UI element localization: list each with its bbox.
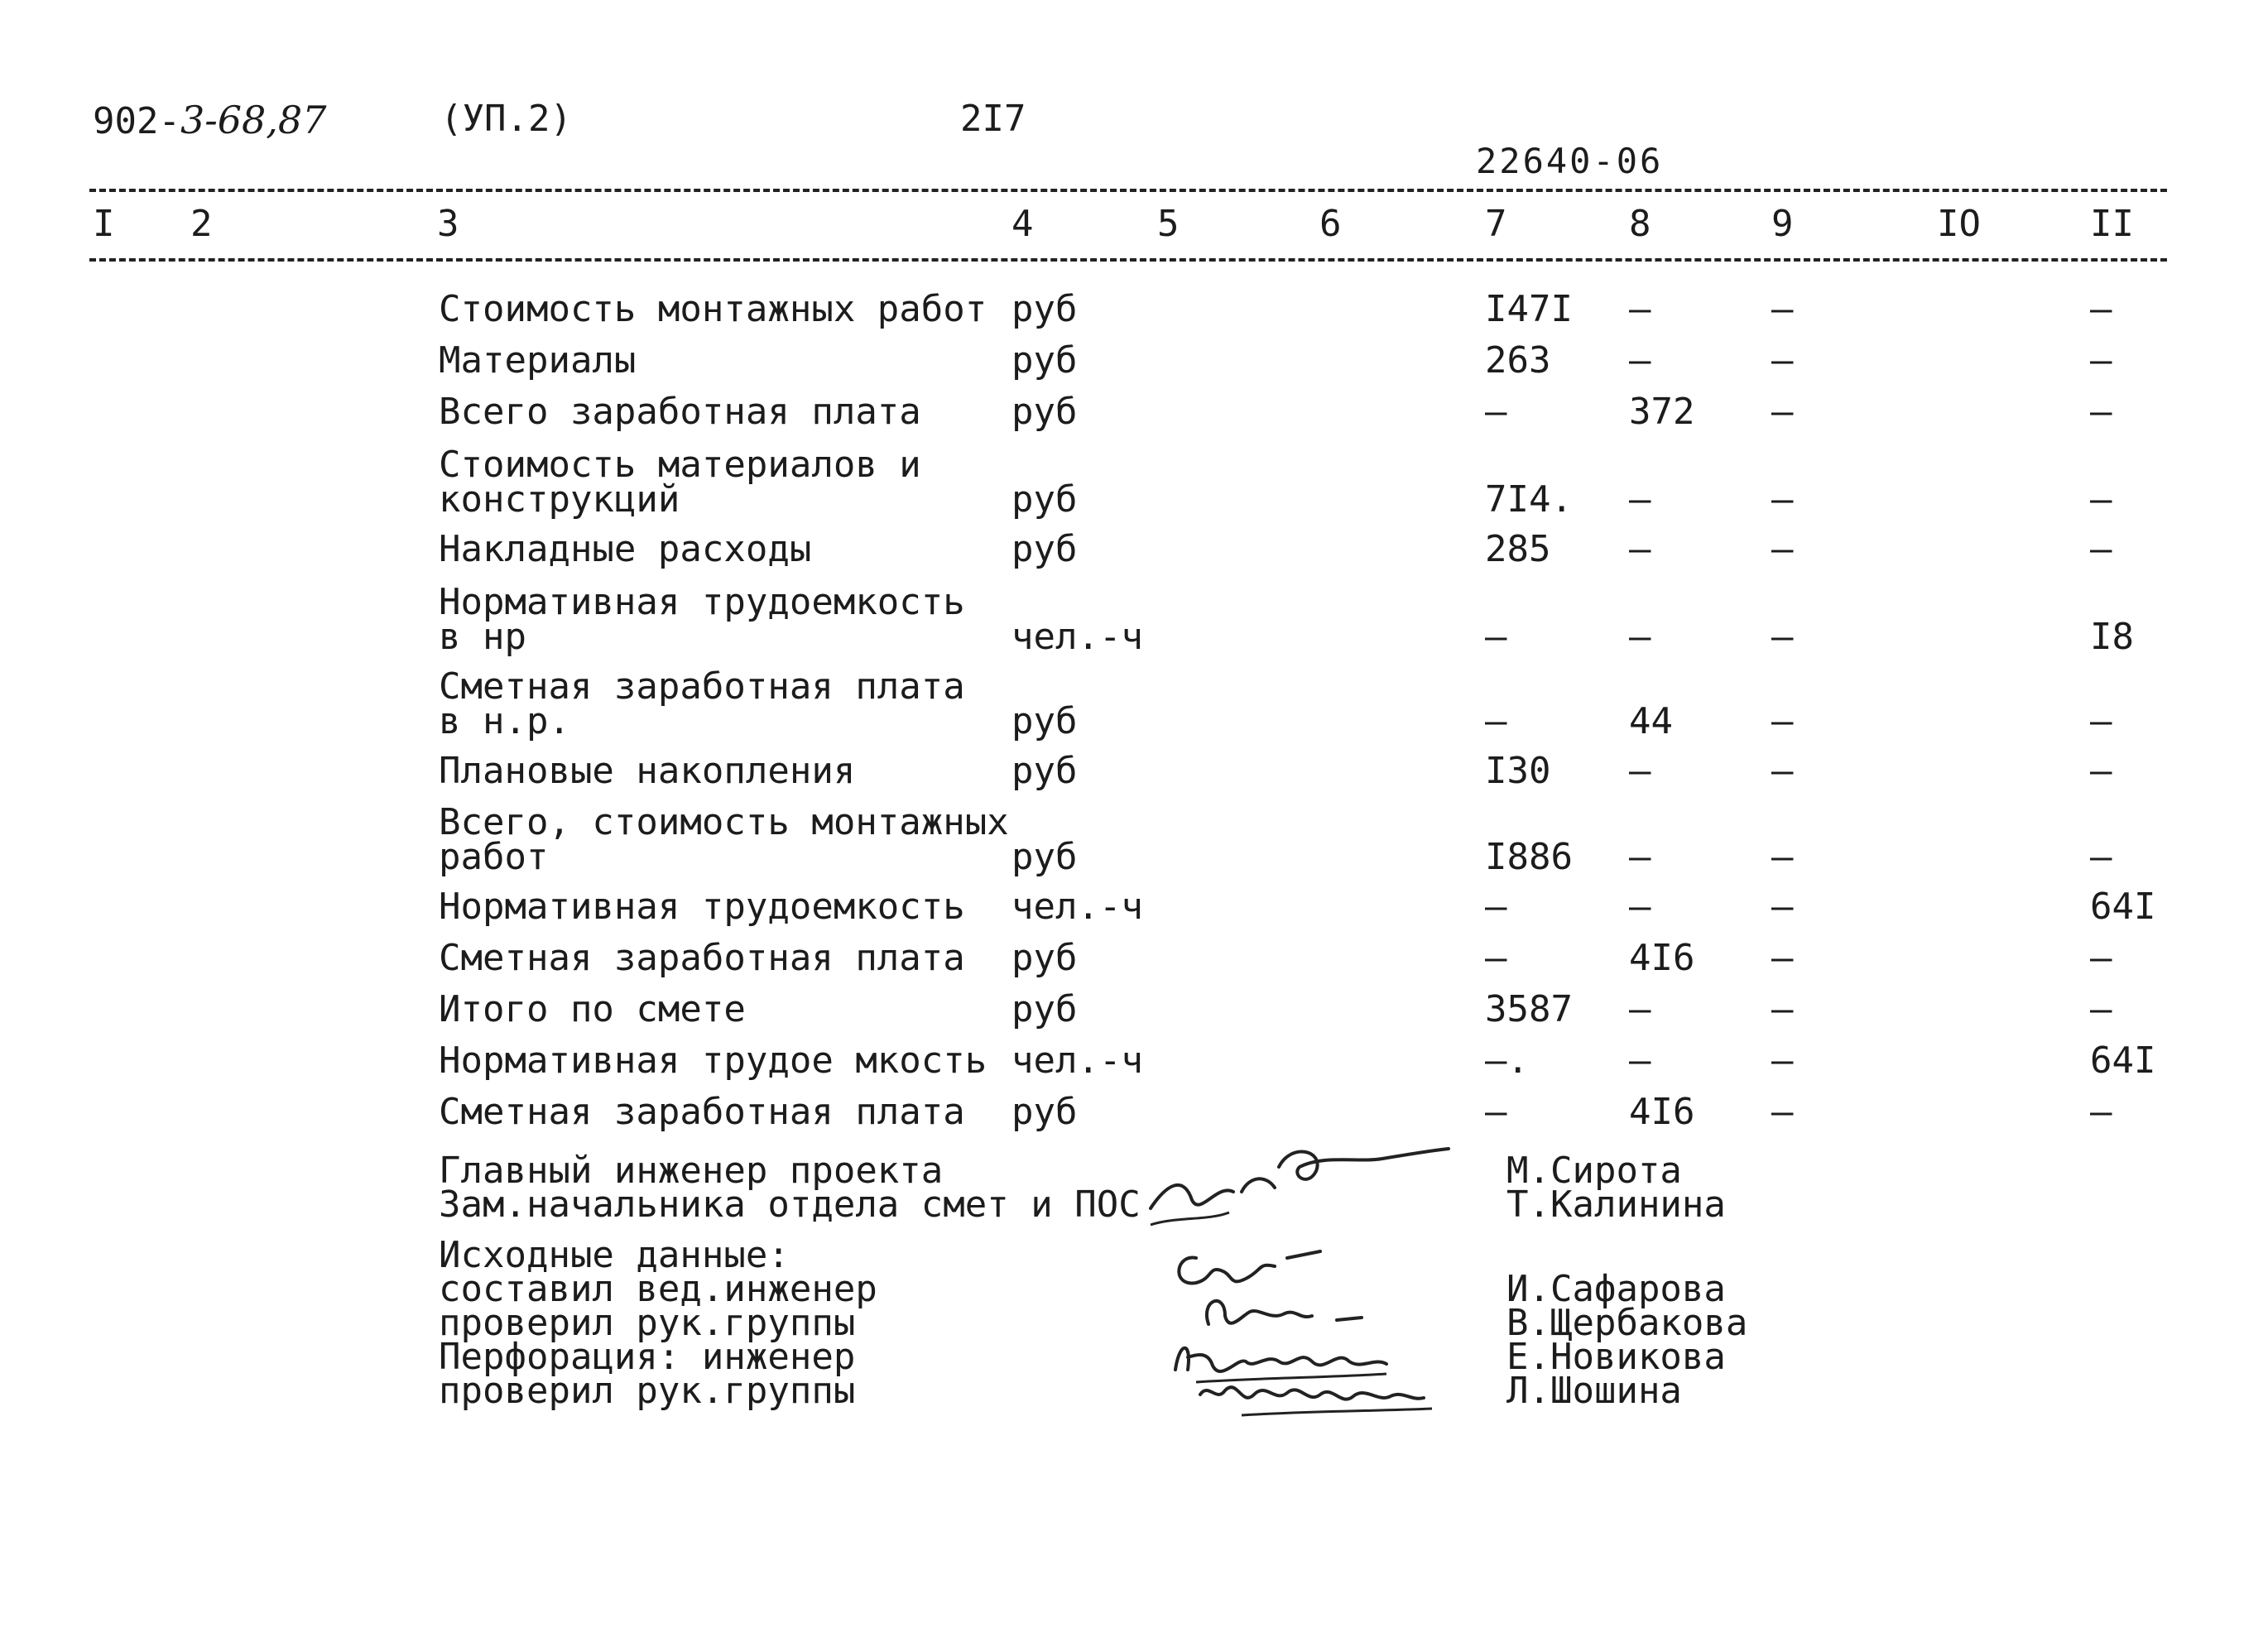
row-value-col8: 44 [1629,700,1673,742]
row-value-col7: – [1485,937,1507,979]
document-code [93,98,326,142]
row-value-col11: – [2090,528,2112,570]
row-description: Сметная заработная плата [439,665,965,708]
row-unit: руб [1011,937,1078,979]
row-value-col11: – [2090,478,2112,521]
row-unit: руб [1011,700,1078,742]
row-value-col11: – [2090,339,2112,382]
row-value-col9: – [1771,1039,1794,1082]
row-value-col9: – [1771,339,1794,382]
row-unit: руб [1011,478,1078,521]
row-value-col11: – [2090,937,2112,979]
row-value-col11: – [2090,988,2112,1030]
row-value-col7: 263 [1485,339,1551,382]
column-number: 6 [1319,203,1342,245]
row-value-col8: – [1629,478,1651,521]
row-description: работ [439,836,549,878]
row-value-col8: – [1629,288,1651,330]
row-value-col9: – [1771,836,1794,878]
row-description: Материалы [439,339,637,382]
column-number: 4 [1011,203,1034,245]
row-value-col9: – [1771,616,1794,658]
row-unit: руб [1011,1091,1078,1133]
row-value-col7: 285 [1485,528,1551,570]
row-value-col9: – [1771,528,1794,570]
column-number: II [2090,203,2134,245]
row-description: Всего заработная плата [439,391,921,433]
row-description: Накладные расходы [439,528,812,570]
row-description: в н.р. [439,700,570,742]
row-value-col11: I8 [2090,616,2134,658]
row-value-col9: – [1771,391,1794,433]
row-unit: руб [1011,836,1078,878]
volume-label: (УП.2) [440,98,572,140]
row-unit: руб [1011,339,1078,382]
column-number: 5 [1157,203,1180,245]
row-value-col7: – [1485,700,1507,742]
row-value-col8: – [1629,528,1651,570]
row-value-col9: – [1771,886,1794,928]
row-description: конструкций [439,478,680,521]
stamp-number: 22640-06 [1476,141,1664,181]
row-description: Нормативная трудоемкость [439,581,965,623]
row-value-col7: – [1485,886,1507,928]
row-value-col8: 4I6 [1629,1091,1695,1133]
row-value-col11: – [2090,750,2112,792]
row-value-col11: 64I [2090,1039,2156,1082]
row-value-col11: 64I [2090,886,2156,928]
signature-sirota [1134,1134,1465,1233]
row-unit: руб [1011,528,1078,570]
row-unit: чел.-ч [1011,1039,1143,1082]
header-rule [89,258,2167,262]
row-unit: руб [1011,988,1078,1030]
row-value-col8: 4I6 [1629,937,1695,979]
row-value-col9: – [1771,988,1794,1030]
row-description: Плановые накопления [439,750,856,792]
column-number: 8 [1629,203,1651,245]
row-value-col7: I30 [1485,750,1551,792]
row-unit: руб [1011,288,1078,330]
row-value-col7: 7I4. [1485,478,1573,521]
approval-names: М.Сирота Т.Калинина [1506,1150,1726,1226]
row-value-col8: – [1629,750,1651,792]
row-value-col8: 372 [1629,391,1695,433]
row-value-col11: – [2090,391,2112,433]
row-value-col9: – [1771,700,1794,742]
row-value-col7: –. [1485,1039,1529,1082]
row-unit: руб [1011,391,1078,433]
row-description: в нр [439,616,526,658]
row-value-col8: – [1629,1039,1651,1082]
top-rule [89,189,2167,192]
document-code-printed: 902- [93,100,180,142]
source-roles: Исходные данные: составил вед.инженер проверил рук.группы Перфорация: инженер проверил рук.группы [439,1234,877,1412]
row-value-col9: – [1771,750,1794,792]
row-value-col11: – [2090,288,2112,330]
row-description: Сметная заработная плата [439,937,965,979]
row-value-col9: – [1771,478,1794,521]
row-value-col9: – [1771,1091,1794,1133]
row-value-col11: – [2090,700,2112,742]
row-description: Сметная заработная плата [439,1091,965,1133]
row-description: Нормативная трудоемкость [439,886,965,928]
row-value-col8: – [1629,836,1651,878]
row-value-col8: – [1629,886,1651,928]
approval-roles: Главный инженер проекта Зам.начальника отдела смет и ПОС [439,1150,1141,1226]
row-value-col7: – [1485,616,1507,658]
row-value-col7: 3587 [1485,988,1573,1030]
row-unit: чел.-ч [1011,886,1143,928]
row-value-col11: – [2090,1091,2112,1133]
page-number: 2I7 [960,98,1026,140]
column-number: 9 [1771,203,1794,245]
row-value-col7: – [1485,1091,1507,1133]
signature-shoshina [1192,1370,1440,1428]
row-description: Всего, стоимость монтажных [439,801,1009,843]
row-value-col9: – [1771,288,1794,330]
row-unit: чел.-ч [1011,616,1143,658]
row-value-col8: – [1629,339,1651,382]
column-number: 2 [190,203,213,245]
source-names: И.Сафарова В.Щербакова Е.Новикова Л.Шошина [1506,1268,1748,1412]
row-value-col7: I47I [1485,288,1573,330]
column-number: 7 [1485,203,1507,245]
row-value-col9: – [1771,937,1794,979]
column-number: IO [1937,203,1981,245]
row-description: Итого по смете [439,988,746,1030]
row-description: Стоимость материалов и [439,444,921,486]
row-value-col8: – [1629,616,1651,658]
column-number: 3 [437,203,459,245]
row-description: Нормативная трудое мкость [439,1039,987,1082]
row-unit: руб [1011,750,1078,792]
row-value-col11: – [2090,836,2112,878]
row-value-col7: – [1485,391,1507,433]
row-description: Стоимость монтажных работ [439,288,987,330]
document-code-handwritten: 3-68,87 [180,98,327,142]
row-value-col7: I886 [1485,836,1573,878]
column-number: I [93,203,115,245]
row-value-col8: – [1629,988,1651,1030]
